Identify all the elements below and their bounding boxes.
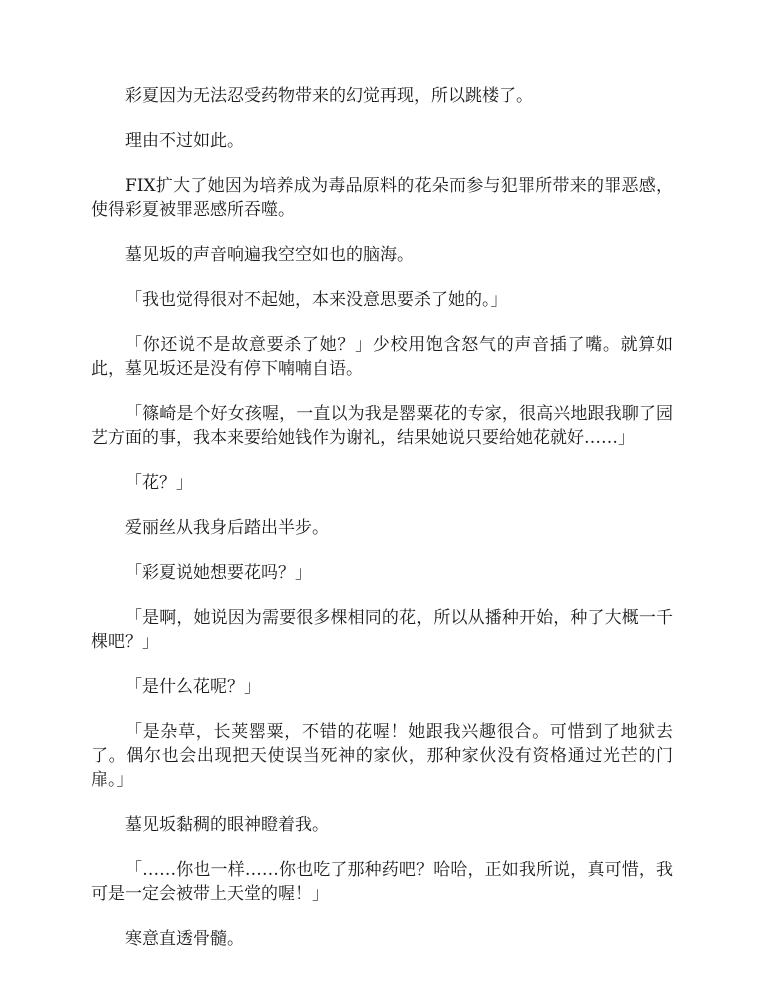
paragraph-14: 墓见坂黏稠的眼神瞪着我。 <box>125 815 329 835</box>
paragraph-5: 「我也觉得很对不起她，本来没意思要杀了她的。」 <box>125 290 508 310</box>
paragraph-12: 「是什么花呢？」 <box>125 677 261 697</box>
paragraph-1: 彩夏因为无法忍受药物带来的幻觉再现，所以跳楼了。 <box>125 86 533 106</box>
paragraph-9: 爱丽丝从我身后踏出半步。 <box>125 518 329 538</box>
paragraph-11: 「是啊，她说因为需要很多棵相同的花，所以从播种开始，种了大概一千棵吧？」 <box>91 608 673 652</box>
paragraph-13: 「是杂草，长荚罂粟，不错的花喔！她跟我兴趣很合。可惜到了地狱去了。偶尔也会出现把天使误当死神的家伙，那种家伙没有资格通过光芒的门扉。」 <box>91 722 673 790</box>
paragraph-10: 「彩夏说她想要花吗？」 <box>125 563 312 583</box>
paragraph-6: 「你还说不是故意要杀了她？」少校用饱含怒气的声音插了嘴。就算如此，墓见坂还是没有停下喃喃自语。 <box>91 335 673 379</box>
paragraph-16: 寒意直透骨髓。 <box>125 929 244 949</box>
paragraph-7: 「篠崎是个好女孩喔，一直以为我是罂粟花的专家，很高兴地跟我聊了园艺方面的事，我本来要给她钱作为谢礼，结果她说只要给她花就好……」 <box>91 404 673 448</box>
text-body <box>91 84 673 972</box>
paragraph-2: 理由不过如此。 <box>125 131 244 151</box>
paragraph-3: FIX扩大了她因为培养成为毒品原料的花朵而参与犯罪所带来的罪恶感，使得彩夏被罪恶感所吞噬。 <box>91 176 673 220</box>
paragraph-15: 「……你也一样……你也吃了那种药吧？哈哈，正如我所说，真可惜，我可是一定会被带上天堂的喔！」 <box>91 860 673 904</box>
paragraph-4: 墓见坂的声音响遍我空空如也的脑海。 <box>125 245 414 265</box>
paragraph-8: 「花？」 <box>125 473 193 493</box>
